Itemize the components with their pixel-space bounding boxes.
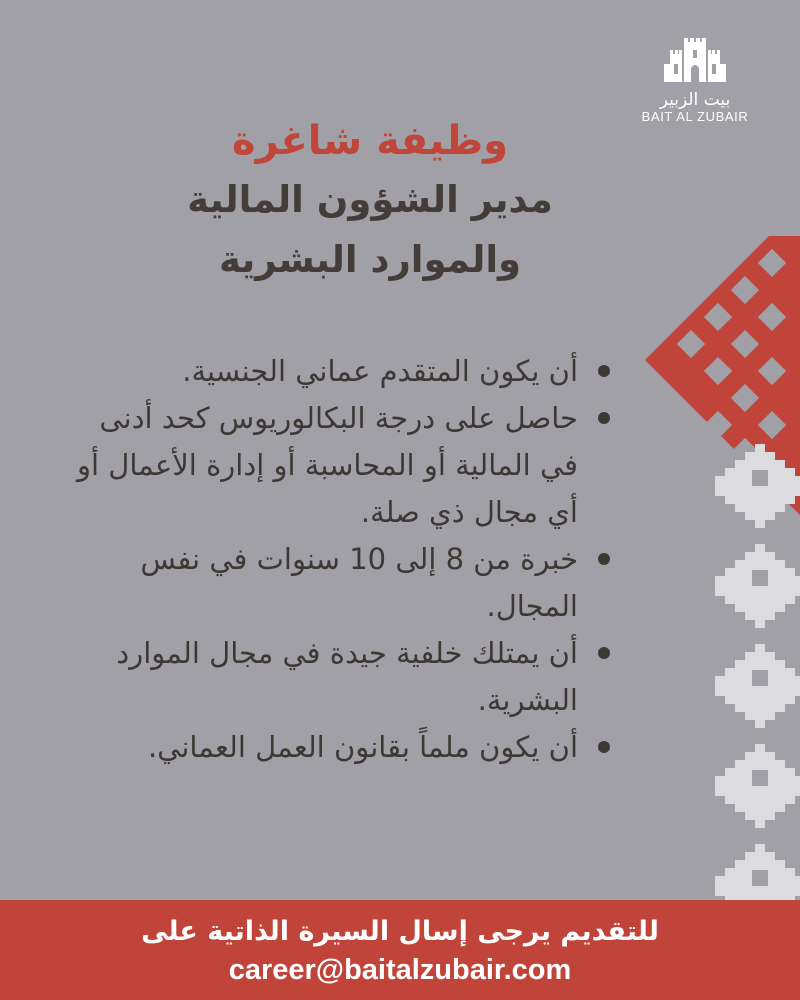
fort-icon — [664, 34, 726, 88]
decorative-pattern — [630, 236, 800, 900]
footer-banner — [0, 900, 800, 1000]
bullet-icon — [598, 553, 610, 565]
apply-email[interactable]: career@baitalzubair.com — [228, 954, 572, 986]
vacancy-kicker: وظيفة شاغرة — [231, 118, 508, 164]
requirement-item — [56, 536, 616, 630]
bullet-icon — [598, 741, 610, 753]
requirement-text: حاصل على درجة البكالوريوس كحد أدنى في المالية أو المحاسبة أو إدارة الأعمال أو أي مجال ذي صلة. — [77, 401, 578, 529]
requirement-text: أن يكون المتقدم عماني الجنسية. — [182, 354, 578, 388]
requirement-text: أن يكون ملماً بقانون العمل العماني. — [147, 730, 578, 764]
bullet-icon — [598, 647, 610, 659]
requirement-item — [56, 395, 616, 536]
requirement-text: أن يمتلك خلفية جيدة في مجال الموارد البشرية. — [116, 636, 578, 717]
requirements-list — [56, 348, 616, 771]
requirement-item — [56, 348, 616, 395]
requirement-item — [56, 630, 616, 724]
job-title-line-2: والموارد البشرية — [218, 238, 522, 281]
requirement-text: خبرة من 8 إلى 10 سنوات في نفس المجال. — [140, 542, 578, 623]
bullet-icon — [598, 365, 610, 377]
apply-instructions: للتقديم يرجى إسال السيرة الذاتية على — [141, 916, 659, 947]
logo-name-english: BAIT AL ZUBAIR — [641, 109, 749, 124]
logo-name-arabic: بيت الزبير — [659, 90, 731, 110]
bullet-icon — [598, 412, 610, 424]
job-title-line-1: مدير الشؤون المالية — [187, 178, 553, 221]
brand-logo — [632, 34, 758, 130]
requirement-item — [56, 724, 616, 771]
header — [110, 112, 630, 290]
